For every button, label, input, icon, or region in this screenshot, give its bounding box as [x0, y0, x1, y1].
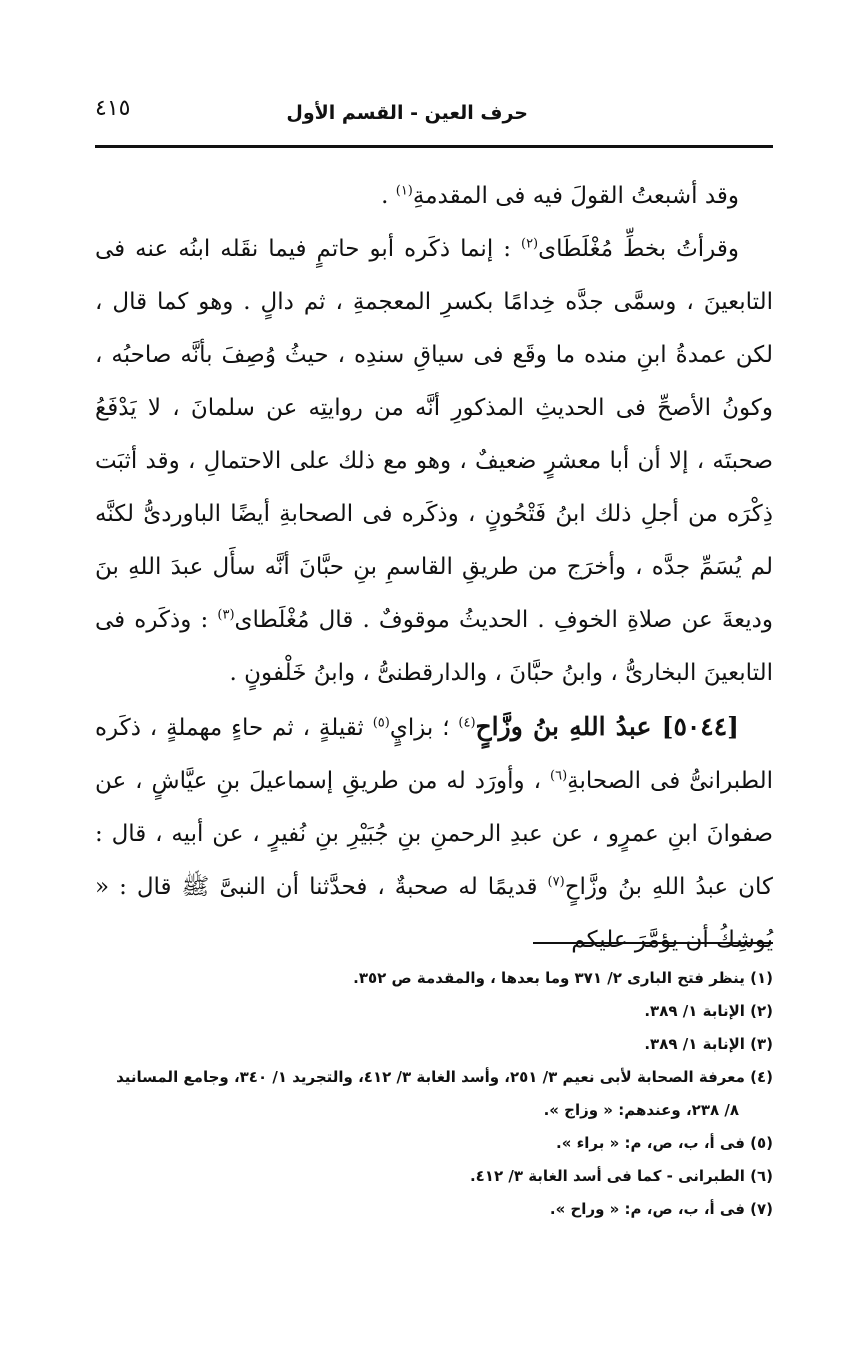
text-span: ثقيلةٍ ، ثم حاءٍ مهملةٍ ، ذكَره الطبرانىُّ فى الصحابةِ	[95, 715, 773, 794]
footnote: (٤) معرفة الصحابة لأبى نعيم ٣/ ٢٥١، وأسد الغابة ٣/ ٤١٢، والتجريد ١/ ٣٤٠، وجامع المسانيد	[116, 1068, 773, 1086]
footnote: (٦) الطبرانى - كما فى أسد الغابة ٣/ ٤١٢.	[469, 1167, 773, 1185]
footnote: (١) ينظر فتح البارى ٢/ ٣٧١ وما بعدها ، والمقدمة ص ٣٥٢.	[353, 969, 773, 987]
paragraph	[95, 223, 773, 700]
text-span: ، وأورَد له من طريقِ إسماعيلَ بنِ عيَّاشٍ ، عن صفوانَ ابنِ عمرٍو ، عن عبدِ الرحمنِ بنِ جُبَيْرِ بنِ نُفيرٍ ، عن أبيه ، قال : كان عبدُ اللهِ بنُ وزَّاحٍ	[95, 768, 773, 900]
footnote: (٧) فى أ، ب، ص، م: « وراح ».	[549, 1200, 773, 1218]
text-span: وقد أشبعتُ القولَ فيه فى المقدمةِ	[412, 183, 739, 209]
text-span: : إنما ذكَره أبو حاتمٍ فيما نقَله ابنُه عنه فى التابعينَ ، وسمَّى جدَّه خِدامًا بكسرِ المعجمةِ ، ثم دالٍ . وهو كما قال ، لكن عمدةُ ابنِ منده ما وقَع فى سياقِ سندِه ، حيثُ وُصِفَ بأنَّه صاحبُه ، وكونُ الأصحِّ فى الحديثِ المذكورِ أنَّه من روايتِه عن سلمانَ ، لا يَدْفَعُ صحبتَه ، إلا أن أبا معشرٍ ضعيفٌ ، وهو مع ذلك على الاحتمالِ ، وقد أثبَت ذِكْرَه من أجلِ ذلك ابنُ فَتْحُونٍ ، وذكَره فى الصحابةِ أيضًا الباوردىُّ لكنَّه لم يُسَمِّ جدَّه ، وأخرَج من طريقِ القاسمِ بنِ حبَّانَ أنَّه سأَل عبدَ اللهِ بنَ وديعةَ عن صلاةِ الخوفِ . الحديثُ موقوفٌ . قال مُغْلَطاى	[95, 236, 774, 633]
footnote-marker: (٧)	[547, 874, 565, 890]
footnote: (٢) الإنابة ١/ ٣٨٩.	[644, 1002, 773, 1020]
main-text	[95, 170, 773, 967]
footnotes	[95, 962, 773, 1226]
footnote-marker: (١)	[395, 183, 413, 199]
paragraph	[95, 170, 773, 223]
page-header	[95, 92, 773, 142]
footnote: (٥) فى أ، ب، ص، م: « براء ».	[556, 1134, 773, 1152]
text-span: وقرأتُ بخطِّ مُغْلَطَاى	[538, 236, 739, 262]
text-span: ؛ بزايٍ	[389, 715, 459, 741]
text-span: : وذكَره فى التابعينَ البخارىُّ ، وابنُ حبَّانَ ، والدارقطنىُّ ، وابنُ خَلْفونٍ .	[95, 607, 773, 686]
footnote-marker: (٦)	[550, 768, 568, 784]
page-number: ٤١٥	[95, 96, 131, 121]
footnote-marker: (٢)	[520, 236, 539, 252]
header-rule	[95, 145, 773, 148]
footnote: (٣) الإنابة ١/ ٣٨٩.	[644, 1035, 773, 1053]
footnote-marker: (٥)	[372, 715, 390, 731]
footnote-marker: (٤)	[458, 715, 476, 731]
footnote-marker: (٣)	[217, 607, 235, 623]
entry-heading: [٥٠٤٤] عبدُ اللهِ بنُ وزَّاحٍ	[475, 712, 740, 741]
running-title: حرف العين - القسم الأول	[286, 102, 528, 124]
entry-paragraph	[95, 700, 773, 967]
footnote-continuation: ٨/ ٢٣٨، وعندهم: « وزاج ».	[543, 1101, 739, 1119]
text-span: قديمًا له صحبةٌ ، فحدَّثنا أن النبىَّ ﷺ قال : « يُوشِكُ أن يؤمَّرَ عليكم	[95, 874, 773, 953]
footnote-rule	[533, 942, 773, 944]
text-span: .	[381, 183, 396, 209]
